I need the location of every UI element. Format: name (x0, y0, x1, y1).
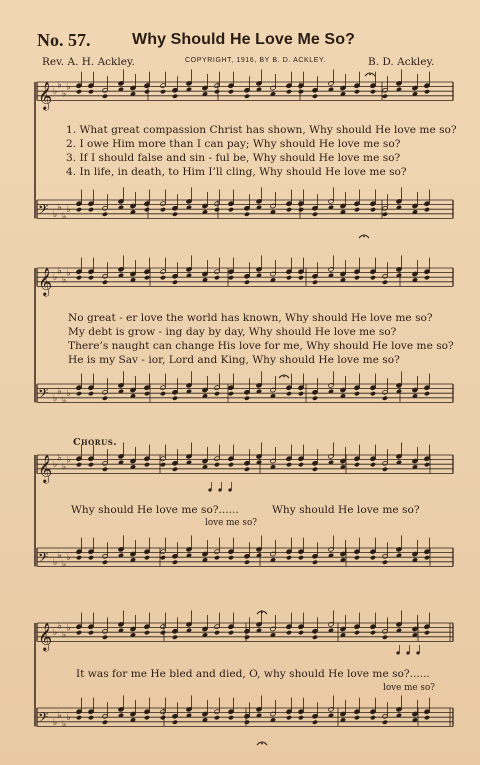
verse-3-line-a: 3. If I should false and sin - ful be, Why should He love me so? (66, 152, 401, 164)
note-head (144, 630, 150, 635)
flat-sign: ♭ (66, 455, 71, 466)
fermata-dot (363, 236, 365, 238)
note-head (298, 207, 304, 212)
flat-sign: ♭ (66, 713, 71, 724)
fermata-dot (261, 743, 263, 745)
flat-sign: ♭ (66, 553, 71, 564)
flat-sign: ♭ (57, 550, 62, 561)
note-head (298, 89, 304, 94)
flat-sign: ♭ (57, 710, 62, 721)
note-head (286, 715, 292, 720)
fermata-dot (369, 74, 371, 76)
bass-clef: 𝄢 (38, 549, 49, 569)
flat-sign: ♭ (66, 268, 71, 279)
note-head (76, 630, 82, 635)
flat-sign: ♭ (53, 460, 58, 471)
note-head (172, 467, 178, 472)
note-head (228, 630, 234, 635)
note-head (370, 462, 376, 467)
note-head (76, 462, 82, 467)
composer-credit: B. D. Ackley. (368, 56, 435, 68)
note-head (172, 212, 178, 217)
note-head (102, 280, 108, 285)
verse-1-line-b: No great - er love the world has known, Why should He love me so? (68, 312, 433, 324)
flat-sign: ♭ (66, 623, 71, 634)
note-head (228, 207, 234, 212)
note-head (370, 391, 376, 396)
treble-clef: 𝄞 (38, 267, 53, 296)
note-head (144, 462, 150, 467)
note-head (144, 391, 150, 396)
note-head (298, 462, 304, 467)
chorus-echo-1: love me so? (205, 518, 257, 528)
flat-sign: ♭ (53, 628, 58, 639)
note-head (382, 212, 388, 217)
note-head (312, 94, 318, 99)
flat-sign: ♭ (62, 275, 67, 286)
chorus-line-2: It was for me He bled and died, O, why should He love me so?...... (76, 668, 430, 680)
verse-2-line-b: My debt is grow - ing day by day, Why should He love me so? (68, 326, 397, 338)
note-head (102, 635, 108, 640)
flat-sign: ♭ (57, 80, 62, 91)
note-head (88, 207, 94, 212)
note-head (382, 94, 388, 99)
note-head (298, 630, 304, 635)
treble-clef: 𝄞 (38, 622, 53, 651)
echo-note (416, 651, 419, 654)
note-head (102, 212, 108, 217)
note-head (354, 555, 360, 560)
note-head (382, 560, 388, 565)
bass-clef: 𝄢 (38, 385, 49, 405)
note-head (312, 635, 318, 640)
note-head (312, 280, 318, 285)
flat-sign: ♭ (53, 717, 58, 728)
note-head (286, 391, 292, 396)
flat-sign: ♭ (62, 462, 67, 473)
note-head (172, 560, 178, 565)
note-head (298, 391, 304, 396)
note-head (424, 89, 430, 94)
note-head (424, 275, 430, 280)
note-head (76, 715, 82, 720)
flat-sign: ♭ (53, 393, 58, 404)
note-head (424, 462, 430, 467)
note-head (354, 275, 360, 280)
flat-sign: ♭ (62, 630, 67, 641)
echo-note (406, 651, 409, 654)
chorus-line-1a: Why should He love me so?...... (71, 504, 239, 516)
note-head (244, 280, 250, 285)
flat-sign: ♭ (57, 202, 62, 213)
note-head (88, 555, 94, 560)
note-head (102, 720, 108, 725)
note-head (160, 89, 166, 94)
flat-sign: ♭ (62, 560, 67, 571)
note-head (172, 720, 178, 725)
note-head (214, 275, 220, 280)
flat-sign: ♭ (57, 453, 62, 464)
note-head (76, 89, 82, 94)
note-head (382, 635, 388, 640)
note-head (244, 212, 250, 217)
note-head (228, 462, 234, 467)
note-head (76, 391, 82, 396)
flat-sign: ♭ (53, 209, 58, 220)
flat-sign: ♭ (62, 89, 67, 100)
note-head (312, 212, 318, 217)
note-head (286, 275, 292, 280)
note-head (312, 720, 318, 725)
note-head (88, 275, 94, 280)
note-head (88, 462, 94, 467)
bass-clef: 𝄢 (38, 201, 49, 221)
flat-sign: ♭ (57, 386, 62, 397)
note-head (286, 555, 292, 560)
flat-sign: ♭ (53, 87, 58, 98)
note-head (160, 207, 166, 212)
note-head (228, 89, 234, 94)
note-head (424, 391, 430, 396)
note-head (244, 635, 250, 640)
note-head (354, 391, 360, 396)
note-head (214, 555, 220, 560)
flat-sign: ♭ (53, 273, 58, 284)
note-head (102, 94, 108, 99)
note-head (424, 555, 430, 560)
note-head (172, 94, 178, 99)
note-head (172, 280, 178, 285)
bass-clef: 𝄢 (38, 709, 49, 729)
note-head (88, 89, 94, 94)
note-head (160, 275, 166, 280)
note-head (172, 396, 178, 401)
verse-4-line-b: He is my Sav - ior, Lord and King, Why should He love me so? (68, 354, 400, 366)
note-head (214, 462, 220, 467)
verse-1-line-a: 1. What great compassion Christ has shown, Why should He love me so? (66, 124, 457, 136)
note-head (144, 89, 150, 94)
chorus-line-1b: Why should He love me so? (272, 504, 420, 516)
flat-sign: ♭ (62, 720, 67, 731)
note-head (286, 89, 292, 94)
note-head (244, 396, 250, 401)
note-head (370, 207, 376, 212)
note-head (144, 275, 150, 280)
note-head (160, 630, 166, 635)
note-head (354, 207, 360, 212)
chorus-echo-2: love me so? (383, 683, 435, 693)
author-credit: Rev. A. H. Ackley. (42, 56, 135, 68)
note-head (144, 555, 150, 560)
note-head (228, 555, 234, 560)
note-head (214, 715, 220, 720)
flat-sign: ♭ (62, 396, 67, 407)
note-head (102, 560, 108, 565)
note-head (160, 555, 166, 560)
flat-sign: ♭ (66, 389, 71, 400)
verse-4-line-a: 4. In life, in death, to Him I’ll cling, Why should He love me so? (66, 166, 407, 178)
treble-clef: 𝄞 (38, 454, 53, 483)
note-head (244, 560, 250, 565)
note-head (214, 89, 220, 94)
flat-sign: ♭ (57, 266, 62, 277)
note-head (370, 715, 376, 720)
note-head (286, 207, 292, 212)
note-head (76, 207, 82, 212)
note-head (88, 715, 94, 720)
note-head (298, 715, 304, 720)
note-head (370, 89, 376, 94)
note-head (76, 275, 82, 280)
note-head (214, 391, 220, 396)
note-head (370, 630, 376, 635)
note-head (88, 391, 94, 396)
note-head (144, 207, 150, 212)
note-head (228, 391, 234, 396)
note-head (312, 560, 318, 565)
flat-sign: ♭ (62, 212, 67, 223)
note-head (370, 275, 376, 280)
note-head (354, 630, 360, 635)
note-head (102, 396, 108, 401)
note-head (76, 555, 82, 560)
note-head (160, 391, 166, 396)
note-head (382, 396, 388, 401)
echo-note (396, 651, 399, 654)
note-head (382, 720, 388, 725)
echo-note (218, 488, 221, 491)
flat-sign: ♭ (66, 205, 71, 216)
note-head (228, 275, 234, 280)
hymn-number: No. 57. (37, 30, 91, 50)
note-head (354, 89, 360, 94)
note-head (354, 715, 360, 720)
note-head (160, 715, 166, 720)
chorus-label: Chorus. (73, 437, 118, 448)
note-head (382, 280, 388, 285)
note-head (244, 720, 250, 725)
note-head (244, 94, 250, 99)
note-head (286, 462, 292, 467)
note-head (424, 715, 430, 720)
note-head (144, 715, 150, 720)
verse-3-line-b: There’s naught can change His love for me, Why should He love me so? (68, 340, 454, 352)
note-head (228, 715, 234, 720)
verse-2-line-a: 2. I owe Him more than I can pay; Why should He love me so? (66, 138, 401, 150)
note-head (424, 630, 430, 635)
note-head (160, 462, 166, 467)
flat-sign: ♭ (66, 82, 71, 93)
note-head (354, 462, 360, 467)
note-head (214, 630, 220, 635)
treble-clef: 𝄞 (38, 81, 53, 110)
note-head (298, 275, 304, 280)
note-head (382, 467, 388, 472)
note-head (286, 630, 292, 635)
flat-sign: ♭ (57, 621, 62, 632)
copyright-notice: COPYRIGHT, 1916, BY B. D. ACKLEY. (185, 57, 326, 64)
flat-sign: ♭ (53, 557, 58, 568)
note-head (298, 555, 304, 560)
hymn-title: Why Should He Love Me So? (132, 31, 355, 48)
echo-note (228, 488, 231, 491)
note-head (102, 467, 108, 472)
echo-note (208, 488, 211, 491)
note-head (172, 635, 178, 640)
note-head (214, 207, 220, 212)
note-head (370, 555, 376, 560)
note-head (312, 467, 318, 472)
fermata-dot (283, 376, 285, 378)
note-head (312, 396, 318, 401)
note-head (424, 207, 430, 212)
note-head (244, 467, 250, 472)
fermata-dot (261, 612, 263, 614)
note-head (88, 630, 94, 635)
